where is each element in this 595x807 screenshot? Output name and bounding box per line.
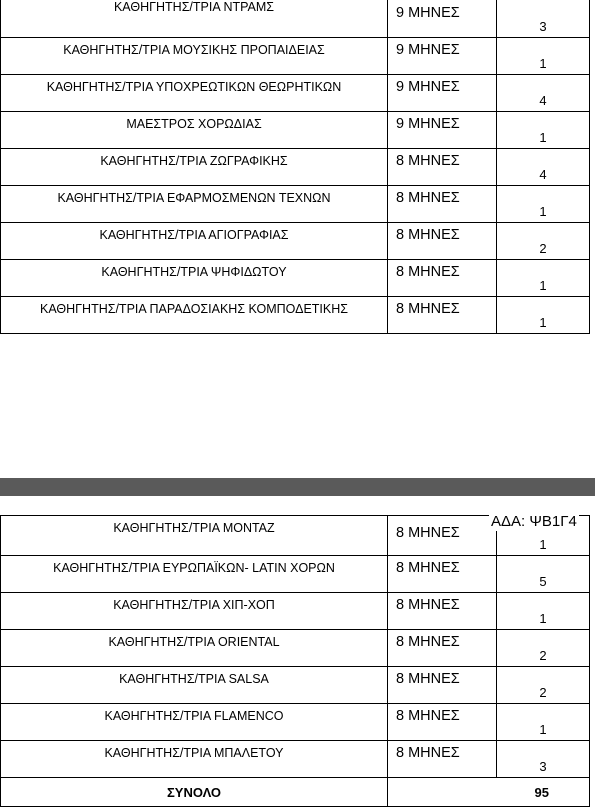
role-cell: ΚΑΘΗΓΗΤΗΣ/ΤΡΙΑ ΜΟΥΣΙΚΗΣ ΠΡΟΠΑΙΔΕΙΑΣ [1, 38, 388, 75]
count-cell: 3 [497, 741, 590, 778]
positions-table-page-2 [0, 515, 590, 807]
role-cell: ΚΑΘΗΓΗΤΗΣ/ΤΡΙΑ ΧΙΠ-ΧΟΠ [1, 593, 388, 630]
duration-cell [388, 38, 497, 75]
role-cell: ΚΑΘΗΓΗΤΗΣ/ΤΡΙΑ ΜΠΑΛΕΤΟΥ [1, 741, 388, 778]
count-cell: 3 [497, 0, 590, 38]
count-cell: 2 [497, 223, 590, 260]
table-row [1, 667, 590, 704]
role-cell: ΚΑΘΗΓΗΤΗΣ/ΤΡΙΑ ΜΟΝΤΑΖ [1, 516, 388, 556]
role-cell: ΚΑΘΗΓΗΤΗΣ/ΤΡΙΑ ΑΓΙΟΓΡΑΦΙΑΣ [1, 223, 388, 260]
count-cell: 1 [497, 186, 590, 223]
table-row [1, 741, 590, 778]
duration-text: 8 ΜΗΝΕΣ [396, 634, 460, 650]
duration-text: 8 ΜΗΝΕΣ [396, 560, 460, 576]
duration-cell [388, 297, 497, 334]
table-row [1, 75, 590, 112]
duration-cell [388, 630, 497, 667]
duration-cell [388, 149, 497, 186]
duration-text: 8 ΜΗΝΕΣ [396, 227, 460, 243]
count-cell: 5 [497, 556, 590, 593]
duration-text: 9 ΜΗΝΕΣ [396, 79, 460, 95]
duration-text: 8 ΜΗΝΕΣ [396, 525, 460, 541]
role-cell: ΚΑΘΗΓΗΤΗΣ/ΤΡΙΑ SALSA [1, 667, 388, 704]
role-cell: ΚΑΘΗΓΗΤΗΣ/ΤΡΙΑ ΕΥΡΩΠΑΪΚΩΝ- LATIN ΧΟΡΩΝ [1, 556, 388, 593]
positions-table-page-1 [0, 0, 590, 334]
count-cell: 1 [497, 297, 590, 334]
table-row [1, 38, 590, 75]
duration-text: 8 ΜΗΝΕΣ [396, 597, 460, 613]
count-cell: 2 [497, 667, 590, 704]
table-row [1, 260, 590, 297]
role-cell: ΚΑΘΗΓΗΤΗΣ/ΤΡΙΑ ΕΦΑΡΜΟΣΜΕΝΩΝ ΤΕΧΝΩΝ [1, 186, 388, 223]
table-row [1, 186, 590, 223]
role-cell: ΚΑΘΗΓΗΤΗΣ/ΤΡΙΑ ΖΩΓΡΑΦΙΚΗΣ [1, 149, 388, 186]
table-row [1, 149, 590, 186]
role-cell: ΜΑΕΣΤΡΟΣ ΧΟΡΩΔΙΑΣ [1, 112, 388, 149]
table-row [1, 704, 590, 741]
page-break-divider [0, 478, 595, 496]
table-row [1, 223, 590, 260]
role-cell: ΚΑΘΗΓΗΤΗΣ/ΤΡΙΑ FLAMENCO [1, 704, 388, 741]
total-label: ΣΥΝΟΛΟ [1, 778, 388, 807]
role-cell: ΚΑΘΗΓΗΤΗΣ/ΤΡΙΑ ΥΠΟΧΡΕΩΤΙΚΩΝ ΘΕΩΡΗΤΙΚΩΝ [1, 75, 388, 112]
role-cell: ΚΑΘΗΓΗΤΗΣ/ΤΡΙΑ ΠΑΡΑΔΟΣΙΑΚΗΣ ΚΟΜΠΟΔΕΤΙΚΗΣ [1, 297, 388, 334]
table-row [1, 297, 590, 334]
role-cell: ΚΑΘΗΓΗΤΗΣ/ΤΡΙΑ ΝΤΡΑΜΣ [1, 0, 388, 38]
ada-stamp: ΑΔΑ: ΨΒ1Γ4 [491, 513, 577, 530]
duration-cell [388, 741, 497, 778]
duration-text: 8 ΜΗΝΕΣ [396, 671, 460, 687]
duration-cell [388, 260, 497, 297]
duration-text: 9 ΜΗΝΕΣ [396, 116, 460, 132]
duration-cell [388, 667, 497, 704]
duration-cell [388, 186, 497, 223]
duration-text: 8 ΜΗΝΕΣ [396, 708, 460, 724]
duration-cell [388, 75, 497, 112]
count-cell: 1 [497, 38, 590, 75]
duration-text: 8 ΜΗΝΕΣ [396, 264, 460, 280]
duration-cell [388, 0, 497, 38]
count-cell: 4 [497, 149, 590, 186]
total-value: 95 [388, 778, 590, 807]
duration-text: 8 ΜΗΝΕΣ [396, 153, 460, 169]
table-row [1, 556, 590, 593]
duration-text: 9 ΜΗΝΕΣ [396, 42, 460, 58]
count-cell: 1 [497, 593, 590, 630]
count-cell: 1 [497, 112, 590, 149]
duration-cell [388, 704, 497, 741]
table-row [1, 593, 590, 630]
duration-text: 8 ΜΗΝΕΣ [396, 190, 460, 206]
duration-cell [388, 223, 497, 260]
duration-text: 8 ΜΗΝΕΣ [396, 301, 460, 317]
table-row [1, 112, 590, 149]
count-cell: 1 [497, 260, 590, 297]
duration-cell [388, 516, 497, 556]
table-row [1, 0, 590, 38]
total-row [1, 778, 590, 807]
duration-cell [388, 112, 497, 149]
count-cell: 4 [497, 75, 590, 112]
role-cell: ΚΑΘΗΓΗΤΗΣ/ΤΡΙΑ ORIENTAL [1, 630, 388, 667]
count-cell: 1 [497, 516, 590, 556]
table-row [1, 630, 590, 667]
duration-cell [388, 593, 497, 630]
role-cell: ΚΑΘΗΓΗΤΗΣ/ΤΡΙΑ ΨΗΦΙΔΩΤΟΥ [1, 260, 388, 297]
duration-text: 8 ΜΗΝΕΣ [396, 745, 460, 761]
count-cell: 1 [497, 704, 590, 741]
count-cell: 2 [497, 630, 590, 667]
duration-cell [388, 556, 497, 593]
duration-text: 9 ΜΗΝΕΣ [396, 5, 460, 21]
